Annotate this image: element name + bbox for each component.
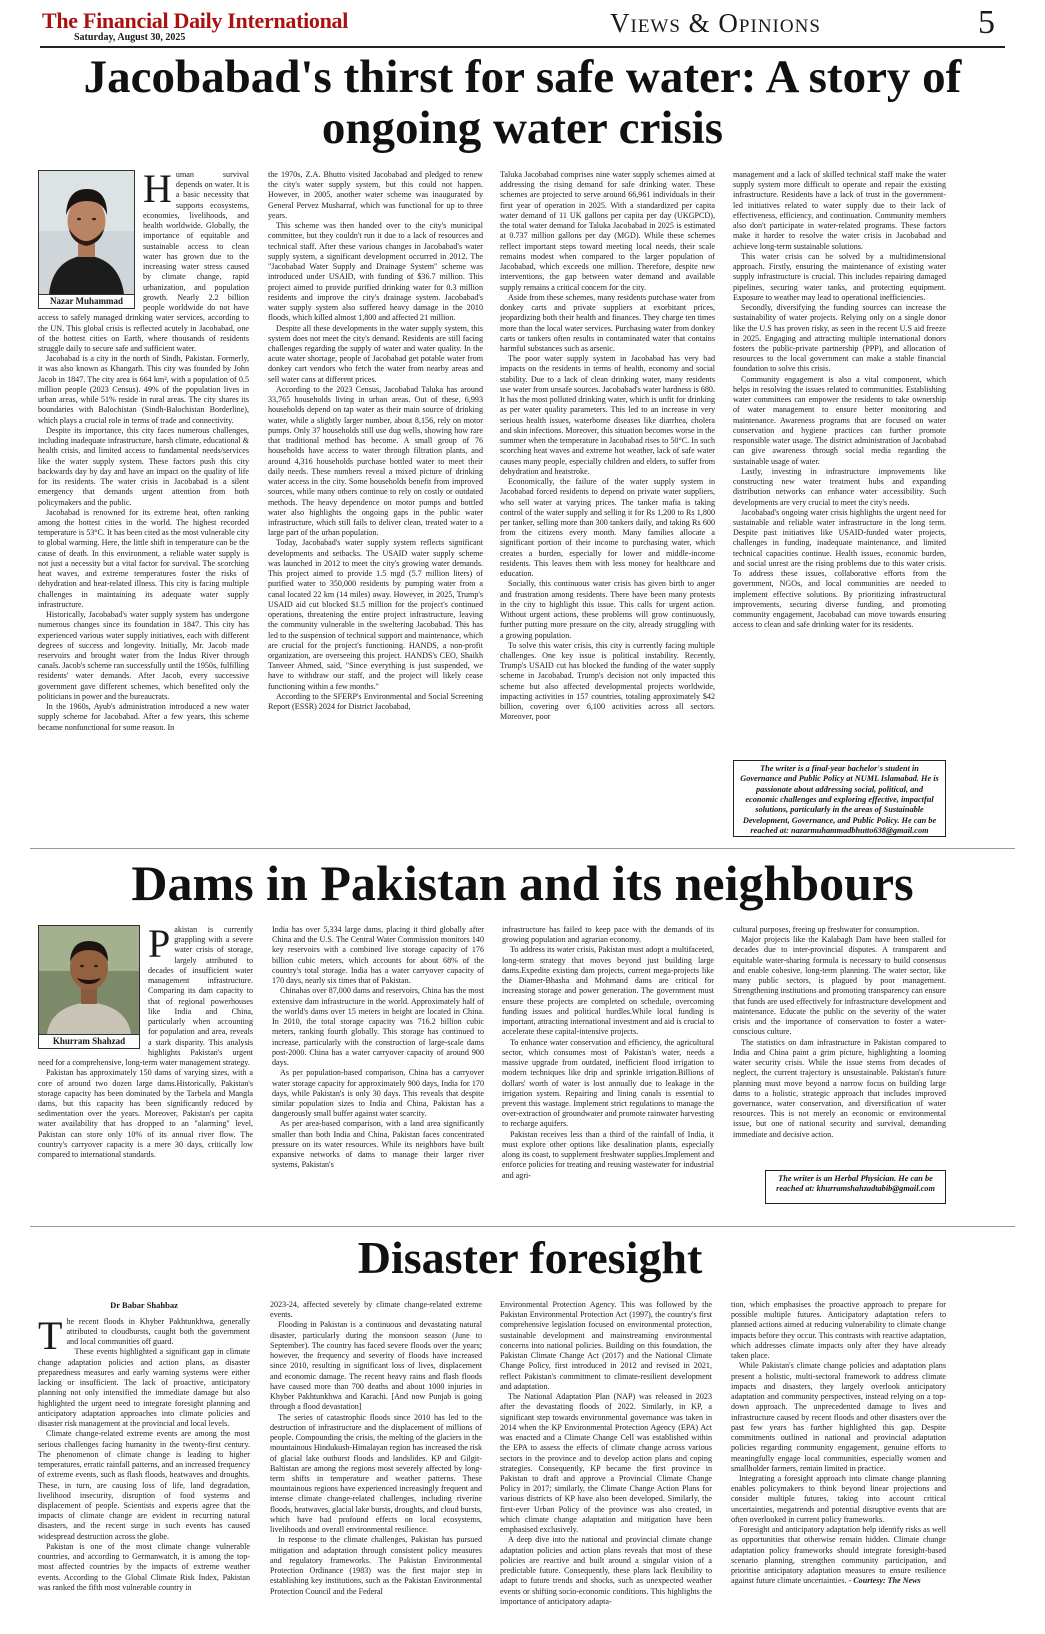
- article2-col1: [38, 925, 253, 1220]
- section-divider: [30, 1226, 1015, 1227]
- paper-name: The Financial Daily International: [42, 8, 349, 33]
- paragraph: This water crisis can be solved by a multidimensional approach. Firstly, ensuring the maintenance of existing water supply infrastructure is crucial. This includes repairing damaged pipelines, securing water tanks, and protecting equipment. Exposure to weather may lead to operational inefficiencies.: [733, 251, 946, 302]
- author-photo: [38, 925, 140, 1049]
- paragraph: In response to the climate challenges, Pakistan has pursued mitigation and adaptation through consistent policy measures and regulatory frameworks. The Pakistan Environmental Protection Ordinance (1983) was the first major step in establishing key institutions, such as the Pakistan Environmental Protection Council and the Federal: [270, 1535, 482, 1596]
- author-bio-box: The writer is an Herbal Physician. He can be reached at: khurramshahzadtabib@gmail.com: [765, 1170, 946, 1204]
- lead-text: uman survival depends on water. It is a basic necessity that supports ecosystems, economies, livelihoods, and health worldwide. Globally, the importance of equitable and sustainable access to clean water has grown due to the increasing water stress caused by climate change, rapid urbanization, and population growth. Nearly 2.2 billion people worldwide do not have access to safely managed drinking water services, according to the UN. This global crisis is reflected acutely in Jacobabad, one of the hottest cities on Earth, where thousands of residents struggle daily to secure safe and sufficient water.: [38, 170, 249, 353]
- paragraph-text: Foresight and anticipatory adaptation help identify risks as well as opportunities that otherwise remain hidden. Climate change adaptation policy frameworks should integrate foresight-based scenario planning, strengthen community participation, and prioritise anticipatory adaptation measures to ensure resilience against future climate uncertainties. -: [731, 1525, 946, 1586]
- drop-cap: T: [38, 1312, 63, 1358]
- paragraph: Despite all these developments in the water supply system, this system does not meet the city's demand. Residents are still facing challenges regarding the supply of water and water quality. In the acute water shortage, people of Jacobabad get potable water from donkey cart vendors who fetch the water from nearby areas and sell water cans at different prices.: [268, 323, 483, 384]
- paragraph: A deep dive into the national and provincial climate change adaptation policies and action plans reveals that most of these policies are reactive and built around a singular vision of a predictable future. Consequently, these plans lack flexibility to adapt to future trends and shocks, such as unexpected weather events or shifting socio-economic conditions. This highlights the importance of anticipatory adapta-: [500, 1535, 712, 1606]
- paragraph: As per population-based comparison, China has a carryover water storage capacity for approximately 900 days, India for 170 days, while Pakistan's is only 30 days. This reveals that despite similar population sizes to India and China, Pakistan has a dangerously small buffer against water scarcity.: [272, 1068, 484, 1119]
- article3-col2: [270, 1300, 482, 1630]
- drop-cap: P: [148, 925, 171, 966]
- paragraph: This scheme was then handed over to the city's municipal committee, but they couldn't run it due to a lack of resources and technical staff. After these various changes in Jacobabad's water supply system, a significant development occurred in 2012. The "Jacobabad Water Supply and Drainage System" scheme was introduced under USAID, with funding of $36.7 million. This project aimed to provide purified drinking water for 0.3 million residents and improve the city's drainage system. Jacobabad's water supply system also suffered heavy damage in the 2010 floods, which killed almost 1,800 and affected 21 million.: [268, 221, 483, 323]
- paragraph: Lastly, investing in infrastructure improvements like constructing new water treatment hubs and expanding distribution networks can enhance water accessibility. Such developments are very crucial to meet the city's needs.: [733, 466, 946, 507]
- paragraph: Jacobabad is renowned for its extreme heat, often ranking among the hottest cities in the world. The highest recorded temperature is 53°C. It has been cited as the most vulnerable city to global warming. Here, the little shift in temperature can be the cause of death. In this environment, a reliable water supply is not just a necessity but a vital factor for survival. The scorching heat waves, and extreme temperatures foster the risks of dehydration and heat-related illness. This city is facing multiple challenges in maintaining its adequate water supply infrastructure.: [38, 507, 249, 609]
- author-photo: [38, 170, 135, 309]
- paragraph: As per area-based comparison, with a land area significantly smaller than both India and China, Pakistan faces concentrated pressure on its water resources. While its neighbors have built expansive networks of dams to manage their larger river systems, Pakistan's: [272, 1119, 484, 1170]
- author-portrait-image: [39, 926, 139, 1034]
- article3-col1: [38, 1300, 250, 1630]
- paragraph: The National Adaptation Plan (NAP) was released in 2023 after the devastating floods of 2022. Similarly, in KP, a significant step towards environmental governance was taken in 2014 when the KP Environmental Protection Agency (EPA) Act was enacted and a Climate Change Cell was established within the EPA to assess the effects of climate change across various sectors in the province and to develop action plans and coping strategies. Consequently, KP became the first province in Pakistan to draft and approve a Provincial Climate Change Policy in 2017; similarly, the Climate Change Action Plans for various districts of KP have also been developed. Similarly, the first-ever Urban Policy of the province was also created, in which climate change adaptation and mitigation have been emphasised exclusively.: [500, 1392, 712, 1535]
- paragraph: To address its water crisis, Pakistan must adopt a multifaceted, long-term strategy that moves beyond just building large dams.Expedite existing dam projects, current mega-projects like the Diamer-Bhasha and Mohmand dams are critical for increasing storage and power generation. The government must ensure these projects are completed on schedule, overcoming funding issues and political hurdles.While local funding is important, attracting international investment and aid is crucial to accelerate these capital-intensive projects.: [502, 945, 714, 1037]
- page-number: 5: [978, 4, 995, 41]
- article1-col4: [733, 170, 946, 715]
- drop-cap: H: [143, 170, 172, 211]
- article3-col3: [500, 1300, 712, 1630]
- paragraph: tion, which emphasises the proactive approach to prepare for possible multiple futures. Anticipatory adaptation refers to planned actions aimed at reducing vulnerability to climate change impacts before they occur. This contrasts with reactive adaptation, which addresses climate impacts only after they have already taken place.: [731, 1300, 946, 1361]
- article1-col1: [38, 170, 249, 840]
- paragraph: 2023-24, affected severely by climate change-related extreme events.: [270, 1300, 482, 1320]
- courtesy-credit: Courtesy: The News: [853, 1576, 921, 1586]
- author-bio-box: The writer is a final-year bachelor's student in Governance and Public Policy at NUML Islamabad. He is passionate about addressing social, political, and economic challenges and exploring effective, impactful solutions, particularly in the areas of Sustainable Development, Governance, and Public Policy. He can be reached at: nazarmuhammadbhutto638@gmail.com: [733, 760, 946, 837]
- paragraph: Jacobabad's ongoing water crisis highlights the urgent need for sustainable and reliable water infrastructure in the long term. Despite past initiatives like USAID-funded water projects, challenges in funding, inadequate maintenance, and limited technical capacities continue. Health issues, economic burden, and social unrest are the rising problems due to this water crisis. To address these issues, collaborative efforts from the government, NGOs, and local communities are needed to implement effective solutions. By prioritizing infrastructural improvements, securing diverse funding, and promoting community engagement, Jacobabad can move towards ensuring access to clean and safe drinking water for its residents.: [733, 507, 946, 630]
- paragraph: Pakistan has approximately 150 dams of varying sizes, with a core of around two dozen large dams.Historically, Pakistan's storage capacity has been dominated by the Tarbela and Mangla dams, but this capacity has been significantly reduced by sedimentation over the years. Moreover, Pakistan's per capita water availability that has dropped to an "alarming" level, Pakistan can store only 10% of its annual river flow. The country's carryover capacity is a mere 30 days, critically low compared to international standards.: [38, 1068, 253, 1160]
- paragraph: The statistics on dam infrastructure in Pakistan compared to India and China paint a grim picture, highlighting a looming water security crisis. While the issue stems from decades of neglect, the current trajectory is unsustainable. Pakistan's future planning must move beyond a narrow focus on building large dams to a holistic, strategic approach that includes improved governance, water conservation, and diversification of water resources. This is not merely an economic or environmental issue, but one of national security and survival, demanding immediate and decisive action.: [733, 1037, 946, 1139]
- paragraph: Environmental Protection Agency. This was followed by the Pakistan Environmental Protection Act (1997), the country's first comprehensive legislation focused on environmental protection, sustainable development and mainstreaming environmental concerns into national policies. Building on this foundation, the Pakistan Climate Change Act (2017) and the National Climate Change Policy, first introduced in 2012 and revised in 2021, reflect Pakistan's commitment to climate-resilient development and adaptation.: [500, 1300, 712, 1391]
- masthead: [40, 4, 1005, 48]
- paragraph: Despite its importance, this city faces numerous challenges, including inadequate infrastructure, harsh climate, educational & health crisis, and limited access to fundamental needs/services like the water supply system. These factors push this city backwards day by day and have an impact on the quality of life for its residents. The water crisis in Jacobabad is a silent emergency that demands urgent attention from both policymakers and the public.: [38, 425, 249, 507]
- author-portrait-image: [39, 171, 134, 294]
- paragraph: [731, 1525, 946, 1586]
- article3-headline: Disaster foresight: [357, 1232, 703, 1283]
- portrait-illustration: [39, 926, 139, 1034]
- paragraph: Secondly, diversifying the funding sources can increase the sustainability of water projects. Relying only on a single donor like the U.S has proven risky, as seen in the recent U.S aid freeze in 2025. Engaging and attracting multiple international donors fosters the public-private partnership (PPP), and allocation of resources to the local government can make a stable financial foundation to solve this crisis.: [733, 303, 946, 374]
- paragraph: These events highlighted a significant gap in climate change adaptation policies and action plans, as disaster preparedness measures and early warning systems were either lacking or insufficient. The lack of proactive, anticipatory planning not only intensified the immediate damage but also highlighted the urgent need to integrate foresight planning and anticipatory adaptation approaches into climate policies and disaster risk management at the provincial and local levels.: [38, 1347, 250, 1429]
- paragraph: cultural purposes, freeing up freshwater for consumption.: [733, 925, 920, 934]
- paragraph: The series of catastrophic floods since 2010 has led to the destruction of infrastructure and the displacement of millions of people. Compounding the crisis, the melting of the glaciers in the mountainous Hindukush-Himalayan region has increased the risk of glacial lake outburst floods and landslides. KP and Gilgit-Baltistan are among the regions most severely affected by long-term shifts in temperature and weather patterns. These mountainous regions have experienced increasingly frequent and intense climate change-related challenges, including riverine floods, heatwaves, glacial lake bursts, droughts, and cloud bursts, which have had profound effects on local ecosystems, livelihoods and overall environmental resilience.: [270, 1412, 482, 1535]
- paragraph: Community engagement is also a vital component, which helps in resolving the issues related to communities. Establishing water committees can empower the residents to take ownership of water management to ensure better monitoring and maintenance. Awareness programs that are focused on water conservation and hygiene practices can further promote responsible water usage. The district administration of Jacobabad can give awareness through social media regarding the sustainable usage of water.: [733, 374, 946, 466]
- paragraph: Pakistan is one of the most climate change vulnerable countries, and according to Germanwatch, it is among the top-most affected countries by the impacts of extreme weather events. According to the Global Climate Risk Index, Pakistan was ranked the fifth most vulnerable country in: [38, 1541, 250, 1592]
- article3-lead-paragraph: [38, 1312, 250, 1358]
- paragraph: Socially, this continuous water crisis has given birth to anger and frustration among residents. There have been many protests in the city to highlight this issue. This calls for urgent action. Without urgent actions, these problems will grow continuously, further putting more pressure on the city, already struggling with a growing population.: [500, 579, 715, 640]
- paragraph: Taluka Jacobabad comprises nine water supply schemes aimed at addressing the rising demand for safe drinking water. These schemes are projected to serve around 66,961 individuals in their first year of operation in 2025. With a standardized per capita water demand of 11 UK gallons per capita per day (UKGPCD), the total water demand for Taluka Jacobabad in 2025 is estimated at 0.737 million gallons per day (MGD). While these schemes reflect important steps toward meeting local needs, their scale remains modest when compared to the larger population of Jacobabad, which exceeds one million. Therefore, despite new interventions, the gap between water demand and available supply remains a critical concern for the city.: [500, 170, 715, 292]
- article2-headline: Dams in Pakistan and its neighbours: [131, 855, 914, 911]
- paragraph: infrastructure has failed to keep pace with the demands of its growing population and agrarian economy.: [502, 925, 714, 945]
- paragraph: To solve this water crisis, this city is currently facing multiple challenges. One key issue is political instability. Recently, Trump's USAID cut has blocked the funding of the water supply scheme in Jacobabad. Trump's decision not only impacted this scheme but also affected developmental projects worldwide, impacting activities in 157 countries, totaling approximately $42 billion, covering over 6,100 activities across all sectors. Moreover, poor: [500, 640, 715, 722]
- lead-text: akistan is currently grappling with a severe water crisis of storage, largely attributed to decades of insufficient water management infrastructure. Comparing its dam capacity to that of regional powerhouses like India and China, particularly when accounting for population and area, reveals a stark disparity. This analysis highlights Pakistan's urgent need for a comprehensive, long-term water management strategy.: [38, 925, 253, 1068]
- paragraph: Pakistan receives less than a third of the rainfall of India, it must explore other options like desalination plants, especially along its coast, to supplement freshwater supplies.Implement and enforce policies for treating and reusing wastewater for industrial and agri-: [502, 1129, 714, 1180]
- article3-col4: [731, 1300, 946, 1630]
- paragraph: India has over 5,334 large dams, placing it third globally after China and the U.S. The Central Water Commission monitors 140 key reservoirs with a combined live storage capacity of 176 billion cubic meters, which accounts for about 68% of the country's total storage. India has a water carryover capacity of 170 days, nearly six times that of Pakistan.: [272, 925, 484, 986]
- paragraph: Historically, Jacobabad's water supply system has undergone numerous changes since its foundation in 1847. This city has experienced various water supply initiatives, each with different degrees of success and longevity. Initially, Mr. Jacob made reservoirs and brought water from the Indus River through canals. Jacob's scheme ran successfully until the 1950s, fulfilling residents' water demands. After Jacob, every successive government gave different schemes, which benefited only the politicians in power and the bureaucrats.: [38, 610, 249, 701]
- paragraph: Chinahas over 87,000 dams and reservoirs, China has the most extensive dam infrastructure in the world. Approximately half of the world's dams over 15 meters in height are located in China. In 2010, the total storage capacity was 716.2 billion cubic meters, ranking fourth globally. This storage has continued to increase, particularly with the construction of large-scale dams post-2000. China has a water carryover capacity of around 900 days.: [272, 986, 484, 1068]
- paragraph: According to the SFERP's Environmental and Social Screening Report (ESSR) 2024 for District Jacobabad,: [268, 691, 483, 712]
- paragraph: Jacobabad is a city in the north of Sindh, Pakistan. Formerly, it was also known as Khangarh. This city was founded by John Jacob in 1847. The city area is 664 km², with a population of 0.5 million people (2023 Census). 49% of the population lives in urban areas, while 51% reside in rural areas. The city shares its boundaries with Balochistan (Sindh-Balochistan Borderline), which plays a crucial role in terms of trade and connectivity.: [38, 354, 249, 425]
- author-name-caption: Nazar Muhammad: [39, 294, 134, 308]
- article1-col3: [500, 170, 715, 840]
- paragraph: Climate change-related extreme events are among the most serious challenges facing humanity in the twenty-first century. The phenomenon of climate change is leading to higher temperatures, erratic rainfall patterns, and an increased frequency of extreme events, such as flash floods, heatwaves and droughts. These, in turn, are causing loss of life, land degradation, livelihood insecurity, disruption of food systems and displacement of people. Scientists and experts agree that the impacts of climate change are evident in recurring natural disasters, and the recent surge in such events has caused widespread destruction across the globe.: [38, 1429, 250, 1541]
- paragraph: While Pakistan's climate change policies and adaptation plans present a holistic, multi-sectoral framework to address climate impacts and disasters, they largely overlook anticipatory adaptation and community perspectives, instead relying on a top-down approach. The unprecedented damage to lives and infrastructure caused by recent floods and other disasters over the past few years has further highlighted this gap. Despite commitments outlined in national and provincial adaptation policies regarding community engagement, genuine efforts to meaningfully engage local communities, especially women and smallholder farmers, remain limited in practice.: [731, 1361, 946, 1473]
- paragraph: To enhance water conservation and efficiency, the agricultural sector, which consumes most of Pakistan's water, needs a massive upgrade from outdated, inefficient flood irrigation to modern techniques like drip and sprinkle irrigation.Billions of dollars' worth of water is lost annually due to leakage in the irrigation system. Repairing and lining canals is essential to prevent this wastage. Implement strict regulations to manage the over-extraction of groundwater and promote rainwater harvesting to recharge aquifers.: [502, 1037, 714, 1129]
- paragraph: Integrating a foresight approach into climate change planning enables policymakers to think beyond linear projections and consider multiple futures, taking into account critical uncertainties, megatrends and potential disruptive events that are often overlooked in current policy frameworks.: [731, 1473, 946, 1524]
- paragraph: management and a lack of skilled technical staff make the water supply system more difficult to operate and repair the existing infrastructure. Residents have a lack of trust in the government-led initiatives related to water supply due to their lack of effectiveness, efficiency, and continuation. Community members also don't participate in water-related programs. These factors make it harder to resolve the water crisis in Jacobabad and achieve long-term sustainable solutions.: [733, 170, 946, 251]
- paragraph: According to the 2023 Census, Jacobabad Taluka has around 33,765 households living in urban areas. Out of these, 6,993 households depend on tap water as their main source of drinking water, while a slightly larger number, about 8,156, rely on motor pumps. Only 37 households still use dug wells, showing how rare that traditional method has become. A small group of 76 households have access to water through filtration plants, and around 4,316 households purchase bottled water to meet their daily needs. These numbers reveal a mixed picture of drinking water access in the city. Some households benefit from improved sources, while many others continue to rely on costly or outdated methods. The heavy dependence on motor pumps and bottled water also highlights the ongoing gaps in the public water infrastructure, which still fails to deliver clean, treated water to a large part of the urban population.: [268, 384, 483, 538]
- lead-text: he recent floods in Khyber Pakhtunkhwa, generally attributed to cloudbursts, caught both the government and local communities off guard.: [66, 1316, 250, 1347]
- section-divider: [30, 848, 1015, 849]
- paragraph: Flooding in Pakistan is a continuous and devastating natural disaster, particularly during the monsoon season (June to September). The country has faced severe floods over the years; however, the frequency and severity of floods have increased since 2010, resulting in significant loss of lives, displacement and economic damage. The recent heavy rains and flash floods have caused more than 700 deaths and about 1000 injuries in Khyber Pakhtunkhwa and Karachi. [And now Punjab is going through a flood devastation]: [270, 1320, 482, 1412]
- article2-col3: [502, 925, 714, 1220]
- section-name: Views & Opinions: [610, 8, 821, 38]
- paragraph: Economically, the failure of the water supply system in Jacobabad forced residents to depend on private water suppliers, who sell water at varying prices. The tanker mafia is taking control of the water supply and selling it for Rs 1,200 to Rs 1,800 per tanker, selling more than 300 tankers daily, and taking Rs 600 from the citizens every month. Many families allocate a significant portion of their income to purchasing water, which creates a burden, especially for lower and middle-income residents. This leaves them with less money for healthcare and education.: [500, 477, 715, 579]
- article1-col2: [268, 170, 483, 840]
- article2-col2: [272, 925, 484, 1220]
- paragraph: Aside from these schemes, many residents purchase water from donkey carts and private suppliers at exorbitant prices, jeopardizing both their health and finances. They charge ten times more than the local water services. Purchasing water from donkey carts or tankers often results in contaminated water that contains harmful substances such as arsenic.: [500, 292, 715, 353]
- portrait-illustration: [39, 171, 134, 294]
- paragraph: Today, Jacobabad's water supply system reflects significant developments and setbacks. The USAID water supply scheme was launched in 2012 to meet the city's growing water demands. This project aimed to provide 1.5 mgd (5.7 million liters) of purified water to 350,000 residents by pumping water from a canal located 22 km (14 miles) away. However, in 2025, Trump's USAID aid cut blocked $1.5 million for the project's continued operations, threatening the entire project infrastructure, leaving the community vulnerable in the sweltering Jacobabad. This has led to the suspension of technical support and maintenance, which are crucial for the project's functioning. HANDS, a non-profit organization, are overseeing this project. HANDS's CEO, Shaikh Tanveer Ahmed, said, "Since everything is just suspended, we have to withdraw our staff, and the project will likely cease functioning within a few months.": [268, 538, 483, 691]
- article1-headline: Jacobabad's thirst for safe water: A story of ongoing water crisis: [83, 51, 962, 154]
- byline: Dr Babar Shahbaz: [110, 1300, 178, 1310]
- paragraph: the 1970s, Z.A. Bhutto visited Jacobabad and pledged to renew the city's water supply system, but this could not happen. However, in 2005, another water scheme was inaugurated by General Pervez Musharraf, which was functional for up to three years.: [268, 170, 483, 220]
- issue-date: Saturday, August 30, 2025: [74, 32, 186, 43]
- paragraph: In the 1960s, Ayub's administration introduced a new water supply scheme for Jacobabad. After a few years, this scheme became nonfunctional for some reason. In: [38, 702, 249, 732]
- paragraph: Major projects like the Kalabagh Dam have been stalled for decades due to inter-provincial disputes. A transparent and equitable water-sharing formula is necessary to build consensus and enable cohesive, long-term planning. The water sector, like many public sectors, is plagued by poor management. Strengthening institutions and promoting transparency can ensure that funds are used effectively for infrastructure development and maintenance. Educate the public on the severity of the water crisis and the importance of conservation to foster a water-conscious culture.: [733, 935, 946, 1037]
- paragraph: The poor water supply system in Jacobabad has very bad impacts on the residents in terms of health, economy and social stability. Due to a lack of clean drinking water, many residents use water from unsafe sources. Jacobabad's water hardness is 680. It has the most polluted drinking water, which is unfit for drinking as per water quality parameters. This led to an increase in very serious health issues, waterborne diseases like diarrhea, cholera and skin infections. Moreover, this situation becomes worse in the summer when the temperature in Jacobabad rises to 50°C. In such scorching heat waves and extreme hot weather, lack of safe water causes many people, especially children and elders, to suffer from dehydration and heatstroke.: [500, 354, 715, 476]
- article2-col4: [733, 925, 946, 1150]
- author-name-caption: Khurram Shahzad: [39, 1034, 139, 1048]
